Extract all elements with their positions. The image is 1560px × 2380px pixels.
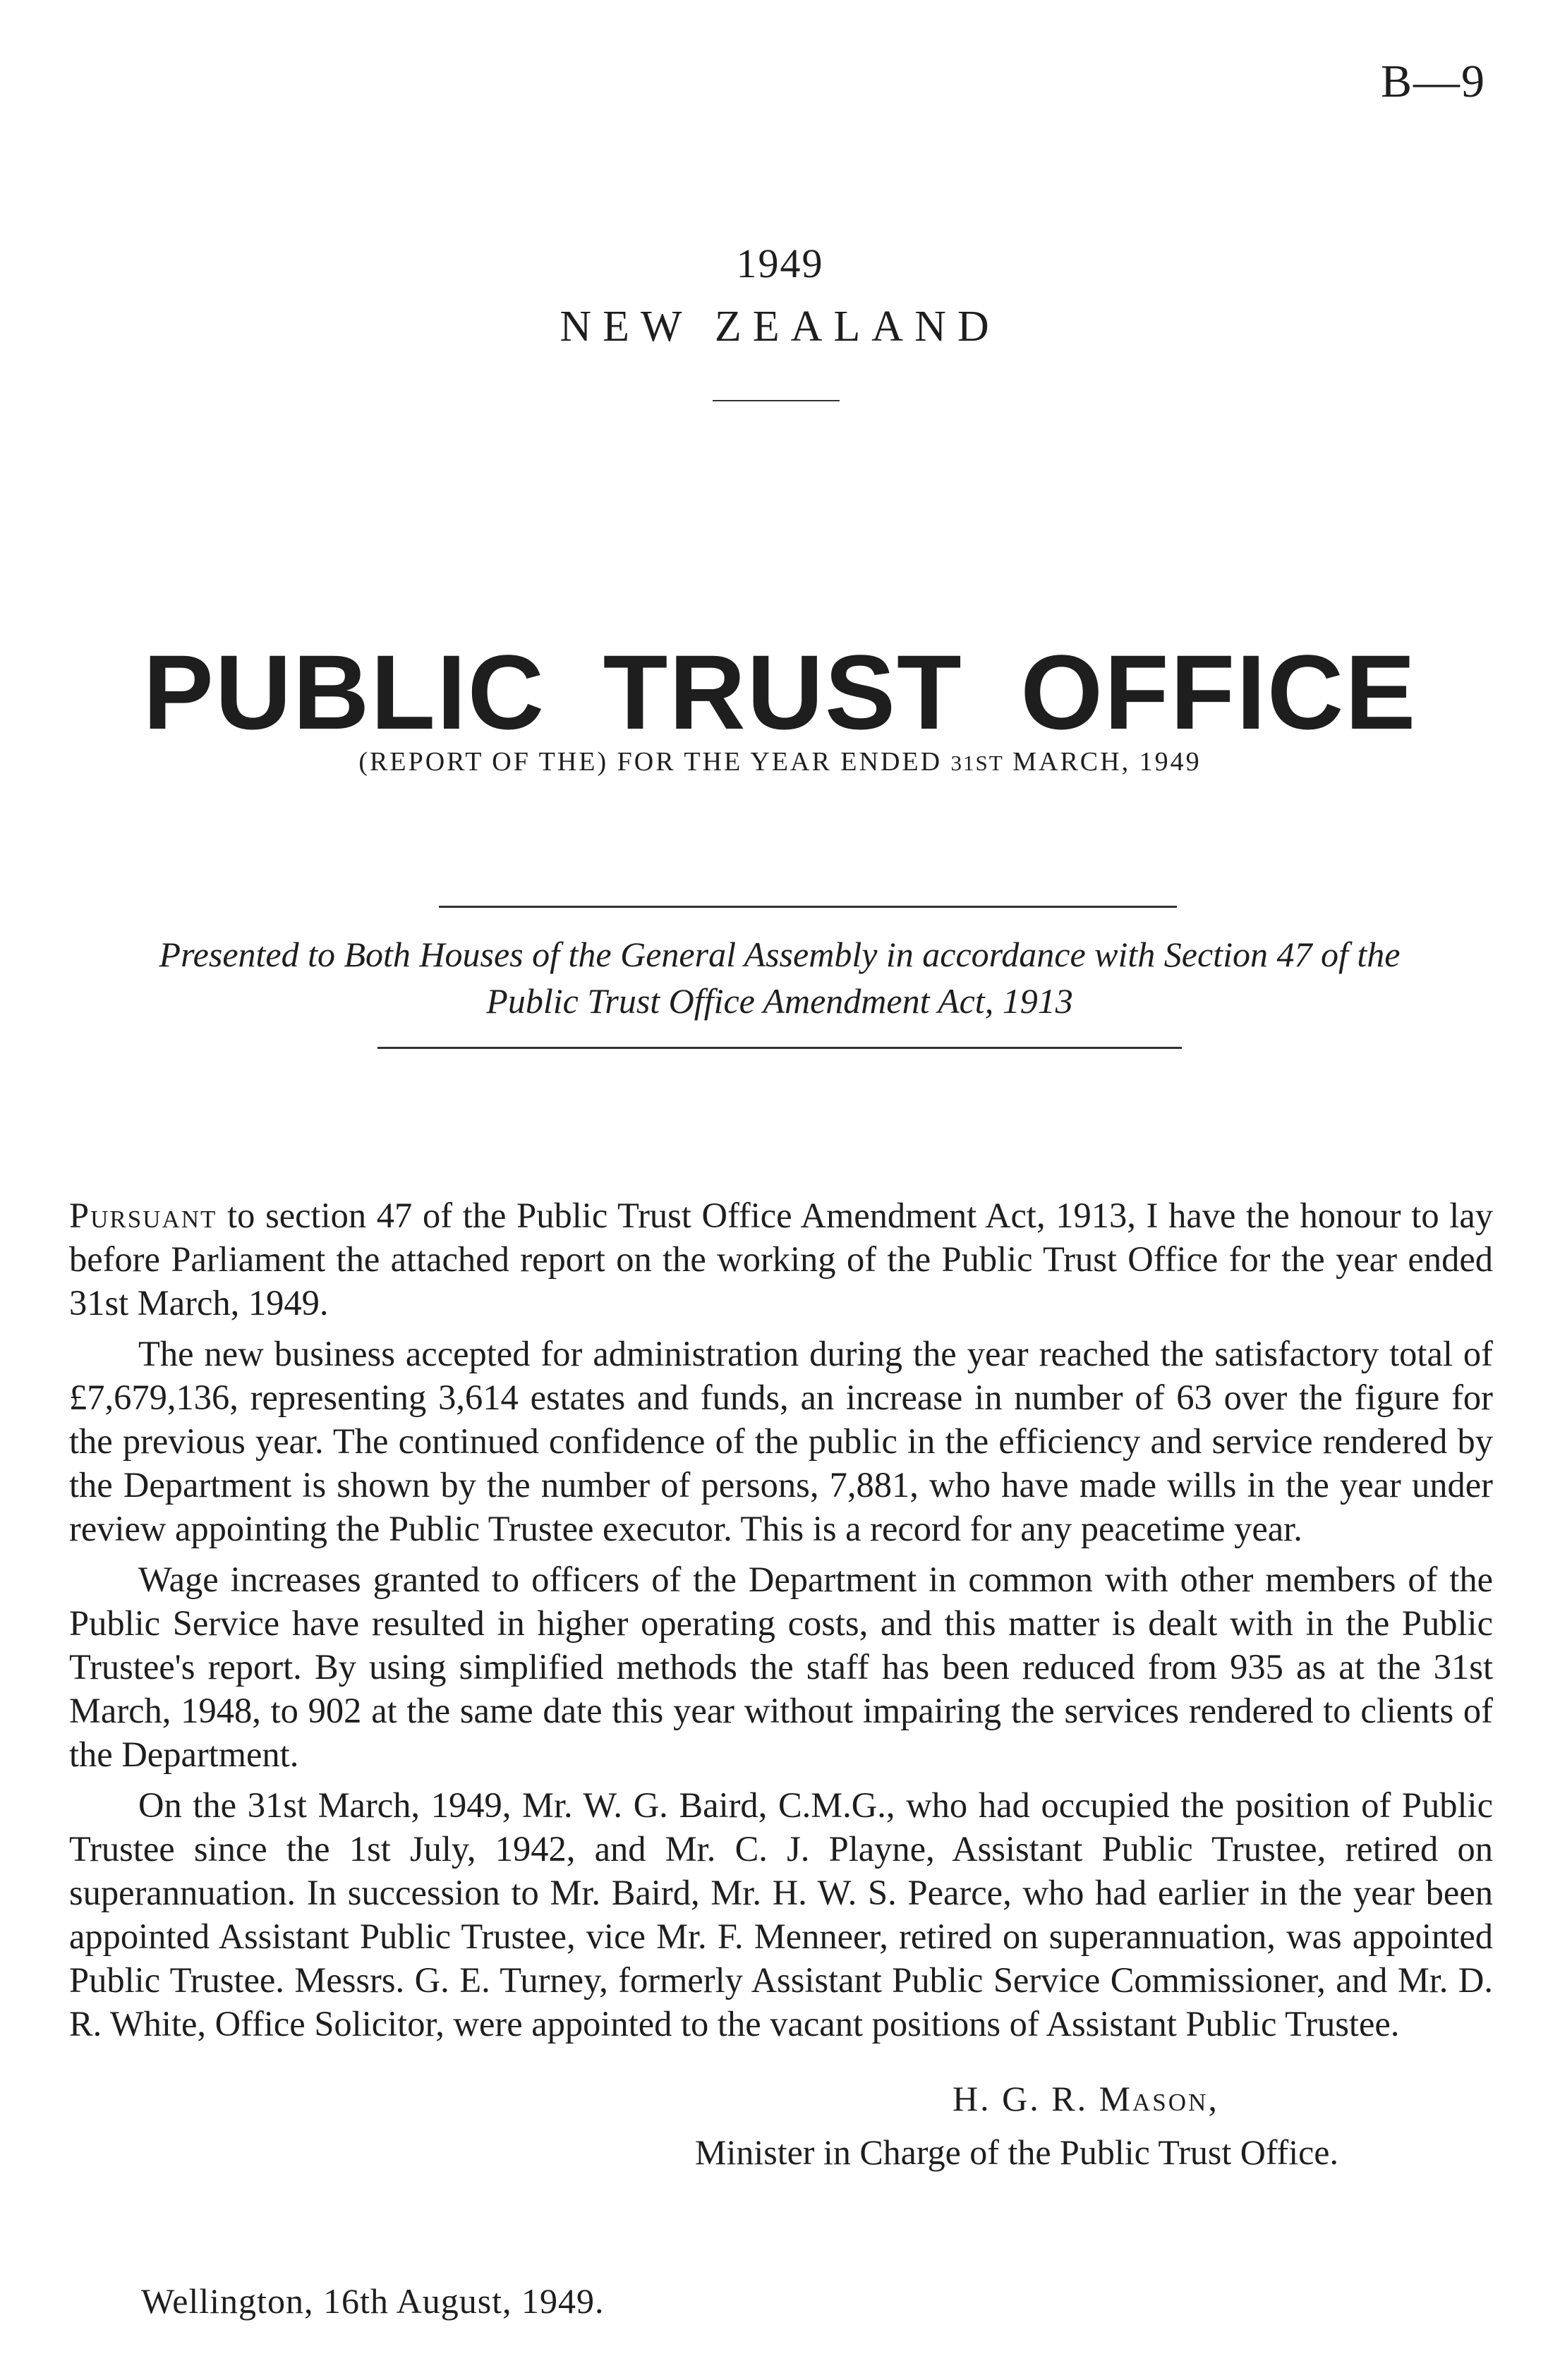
divider-rule: [713, 400, 840, 401]
divider-rule: [377, 1047, 1182, 1049]
dateline: Wellington, 16th August, 1949.: [141, 2281, 605, 2321]
presentation-line-2: Public Trust Office Amendment Act, 1913: [486, 981, 1073, 1021]
divider-rule: [439, 906, 1177, 908]
country-heading: NEW ZEALAND: [560, 303, 1000, 351]
presentation-line-1: Presented to Both Houses of the General Assembly in accordance with Section 47 of the: [159, 935, 1401, 974]
paragraph-3: Wage increases granted to officers of the Department in common with other members of the Public Service have resulted in higher operating costs, and this matter is dealt with in the Public Trustee's report. By using simplified methods the staff has been reduced from 935 as at the 31st March, 1948, to 902 at the same date this year without impairing the services rendered to clients of the Department.: [69, 1560, 1493, 1774]
paragraph-1: [69, 1194, 1493, 1325]
paragraph-2: The new business accepted for administration during the year reached the satisfactory total of £7,679,136, representing 3,614 estates and funds, an increase in number of 63 over the figure for the previous year. The continued confidence of the public in the efficiency and service rendered by the Department is shown by the number of persons, 7,881, who have made wills in the year under review appointing the Public Trustee executor. This is a record for any peacetime year.: [69, 1334, 1493, 1548]
subtitle-prefix: (REPORT OF THE) FOR THE YEAR ENDED: [358, 747, 951, 777]
subtitle-suffix: MARCH, 1949: [1003, 747, 1202, 777]
report-body: [69, 1194, 1493, 2053]
report-subtitle: [0, 746, 1560, 777]
signatory-title: Minister in Charge of the Public Trust Office.: [695, 2132, 1338, 2172]
publication-year: 1949: [736, 241, 824, 286]
presentation-note: [71, 931, 1489, 1024]
paragraph-1-lead: Pursuant: [69, 1196, 217, 1235]
page-title: PUBLIC TRUST OFFICE: [143, 633, 1417, 751]
paragraph-4: On the 31st March, 1949, Mr. W. G. Baird, C.M.G., who had occupied the position of Public Trustee since the 1st July, 1942, and Mr. C. J. Playne, Assistant Public Trustee, retired on superannuation. In succession to Mr. Baird, Mr. H. W. S. Pearce, who had earlier in the year been appointed Assistant Public Trustee, vice Mr. F. Menneer, retired on superannuation, was appointed Public Trustee. Messrs. G. E. Turney, formerly Assistant Public Service Commissioner, and Mr. D. R. White, Office Solicitor, were appointed to the vacant positions of Assistant Public Trustee.: [69, 1785, 1493, 2044]
paragraph-1-text: to section 47 of the Public Trust Office Amendment Act, 1913, I have the honour to lay before Parliament the attached report on the working of the Public Trust Office for the year ended 31st March, 1949.: [69, 1196, 1493, 1323]
signatory-name: H. G. R. Mason,: [953, 2079, 1219, 2118]
page-code: B—9: [1380, 56, 1486, 107]
subtitle-day: 31ST: [950, 751, 1004, 775]
